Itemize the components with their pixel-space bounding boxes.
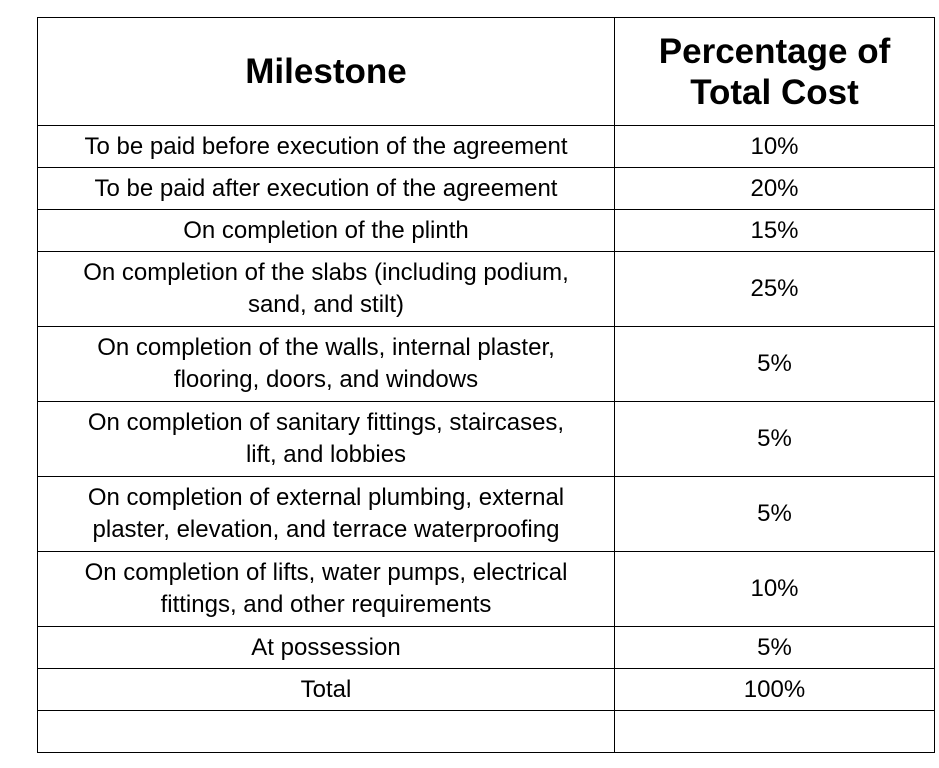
milestone-cell: On completion of lifts, water pumps, electrical fittings, and other requirements	[38, 552, 615, 627]
percentage-cell: 5%	[615, 402, 935, 477]
total-label-cell: Total	[38, 669, 615, 711]
table-row	[38, 210, 935, 252]
milestone-cell: At possession	[38, 627, 615, 669]
percentage-header: Percentage of Total Cost	[615, 18, 935, 126]
empty-cell	[615, 711, 935, 753]
percentage-cell: 25%	[615, 252, 935, 327]
milestone-header: Milestone	[38, 18, 615, 126]
milestone-cell: To be paid before execution of the agreement	[38, 126, 615, 168]
table-row	[38, 402, 935, 477]
percentage-cell: 5%	[615, 627, 935, 669]
milestone-cell: On completion of external plumbing, external plaster, elevation, and terrace waterproofing	[38, 477, 615, 552]
percentage-cell: 20%	[615, 168, 935, 210]
milestone-cell: To be paid after execution of the agreement	[38, 168, 615, 210]
percentage-cell: 15%	[615, 210, 935, 252]
empty-cell	[38, 711, 615, 753]
milestone-cell: On completion of sanitary fittings, staircases, lift, and lobbies	[38, 402, 615, 477]
table-row	[38, 252, 935, 327]
total-percentage-cell: 100%	[615, 669, 935, 711]
percentage-cell: 5%	[615, 327, 935, 402]
table-row	[38, 552, 935, 627]
percentage-cell: 10%	[615, 126, 935, 168]
table-row	[38, 477, 935, 552]
table-row	[38, 627, 935, 669]
table-row	[38, 126, 935, 168]
total-row	[38, 669, 935, 711]
milestone-cell: On completion of the walls, internal plaster, flooring, doors, and windows	[38, 327, 615, 402]
table-row	[38, 327, 935, 402]
percentage-cell: 5%	[615, 477, 935, 552]
empty-row	[38, 711, 935, 753]
percentage-cell: 10%	[615, 552, 935, 627]
table-row	[38, 168, 935, 210]
table-header-row	[38, 18, 935, 126]
payment-schedule-table	[37, 17, 935, 753]
milestone-cell: On completion of the plinth	[38, 210, 615, 252]
milestone-cell: On completion of the slabs (including podium, sand, and stilt)	[38, 252, 615, 327]
